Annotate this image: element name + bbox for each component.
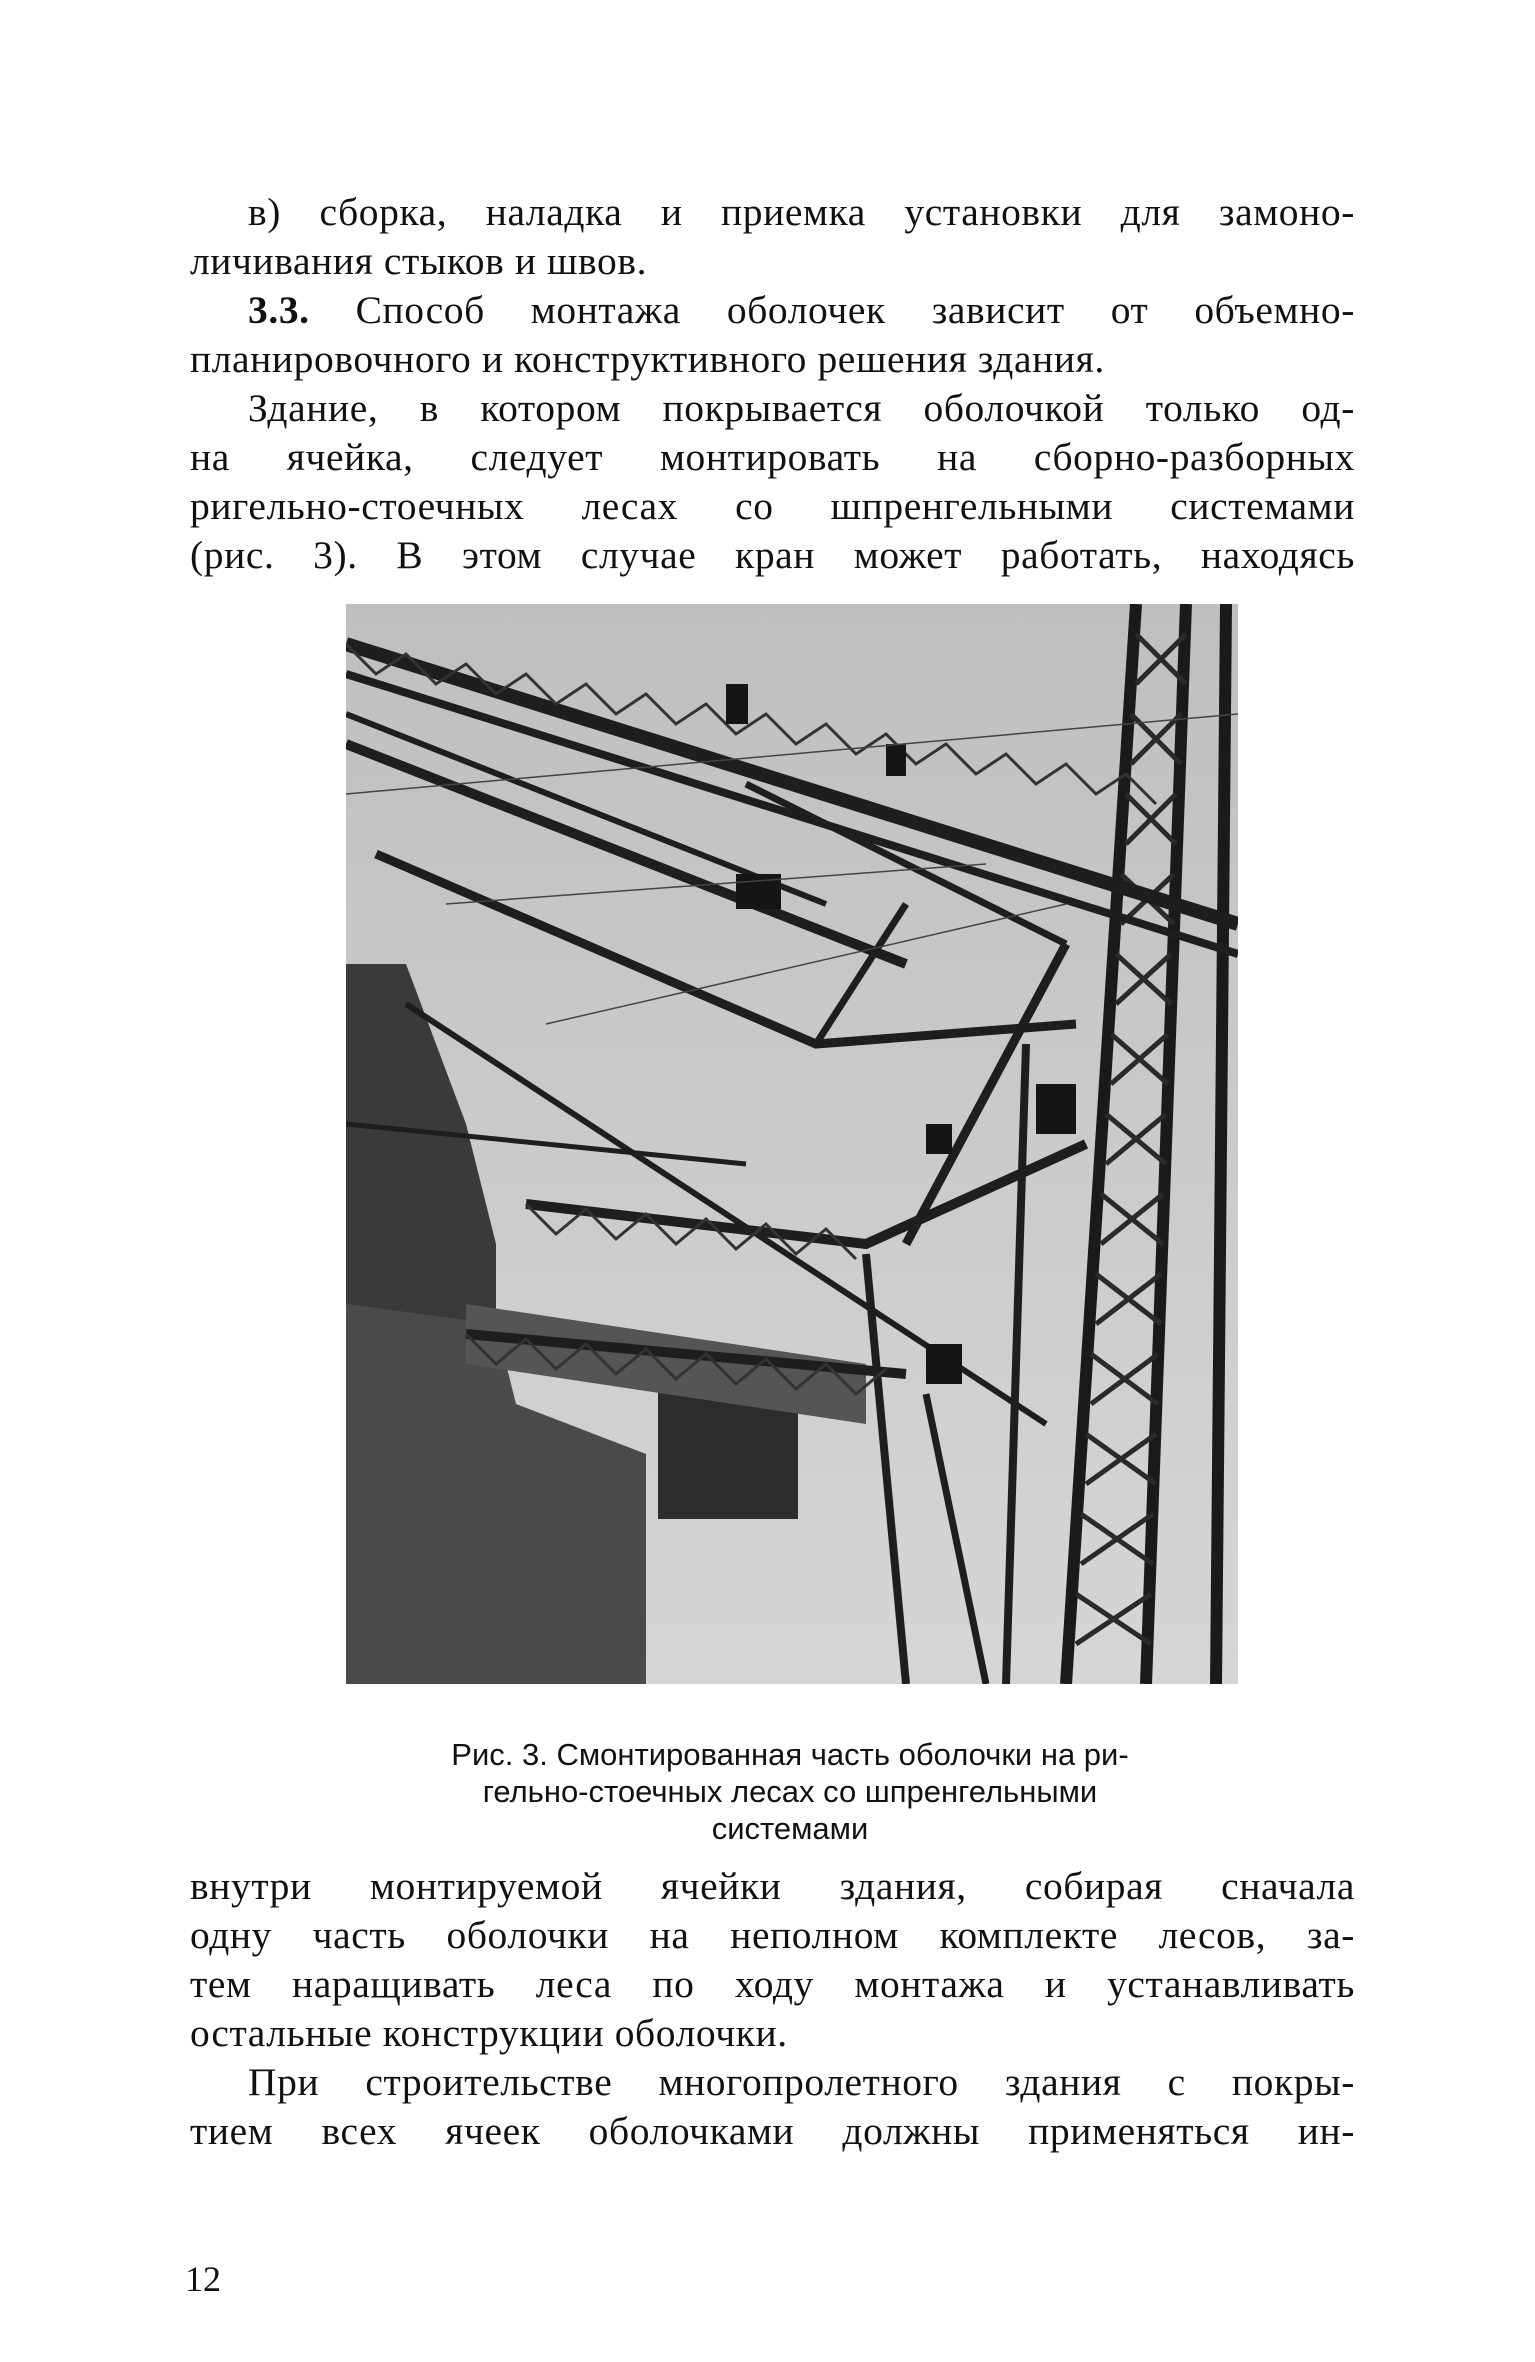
text-line: ригельно-стоечных лесах со шпренгельными системами: [190, 484, 1355, 528]
text-line: планировочного и конструктивного решения здания.: [190, 337, 1105, 381]
figure-photo: [346, 604, 1238, 1684]
text-line: внутри монтируемой ячейки здания, собирая сначала: [190, 1864, 1355, 1908]
text-line: личивания стыков и швов.: [190, 239, 648, 283]
text-line: остальные конструкции оболочки.: [190, 2011, 788, 2055]
text-line: Здание, в котором покрывается оболочкой только од-: [248, 386, 1355, 430]
text-line: При строительстве многопролетного здания с покры-: [248, 2060, 1355, 2104]
body-text-bottom: [190, 1862, 1355, 2156]
scaffold-photo-illustration: [346, 604, 1238, 1684]
figure-caption: [340, 1736, 1240, 1847]
caption-line: гельно-стоечных лесах со шпренгельными: [482, 1774, 1098, 1809]
caption-line: системами: [711, 1811, 869, 1846]
caption-line: Рис. 3. Смонтированная часть оболочки на ри-: [451, 1737, 1129, 1772]
text-line: в) сборка, наладка и приемка установки для замоно-: [248, 190, 1355, 234]
section-text: Способ монтажа оболочек зависит от объемно-: [355, 288, 1355, 332]
section-number: 3.3.: [248, 288, 310, 332]
text-line: тием всех ячеек оболочками должны применяться ин-: [190, 2109, 1355, 2153]
page-number: 12: [185, 2259, 221, 2299]
text-line: на ячейка, следует монтировать на сборно-разборных: [190, 435, 1355, 479]
body-text-top: [190, 188, 1355, 580]
text-line: одну часть оболочки на неполном комплекте лесов, за-: [190, 1913, 1355, 1957]
text-line: (рис. 3). В этом случае кран может работать, находясь: [190, 533, 1355, 577]
section-line: [190, 286, 1355, 335]
text-line: тем наращивать леса по ходу монтажа и устанавливать: [190, 1962, 1355, 2006]
